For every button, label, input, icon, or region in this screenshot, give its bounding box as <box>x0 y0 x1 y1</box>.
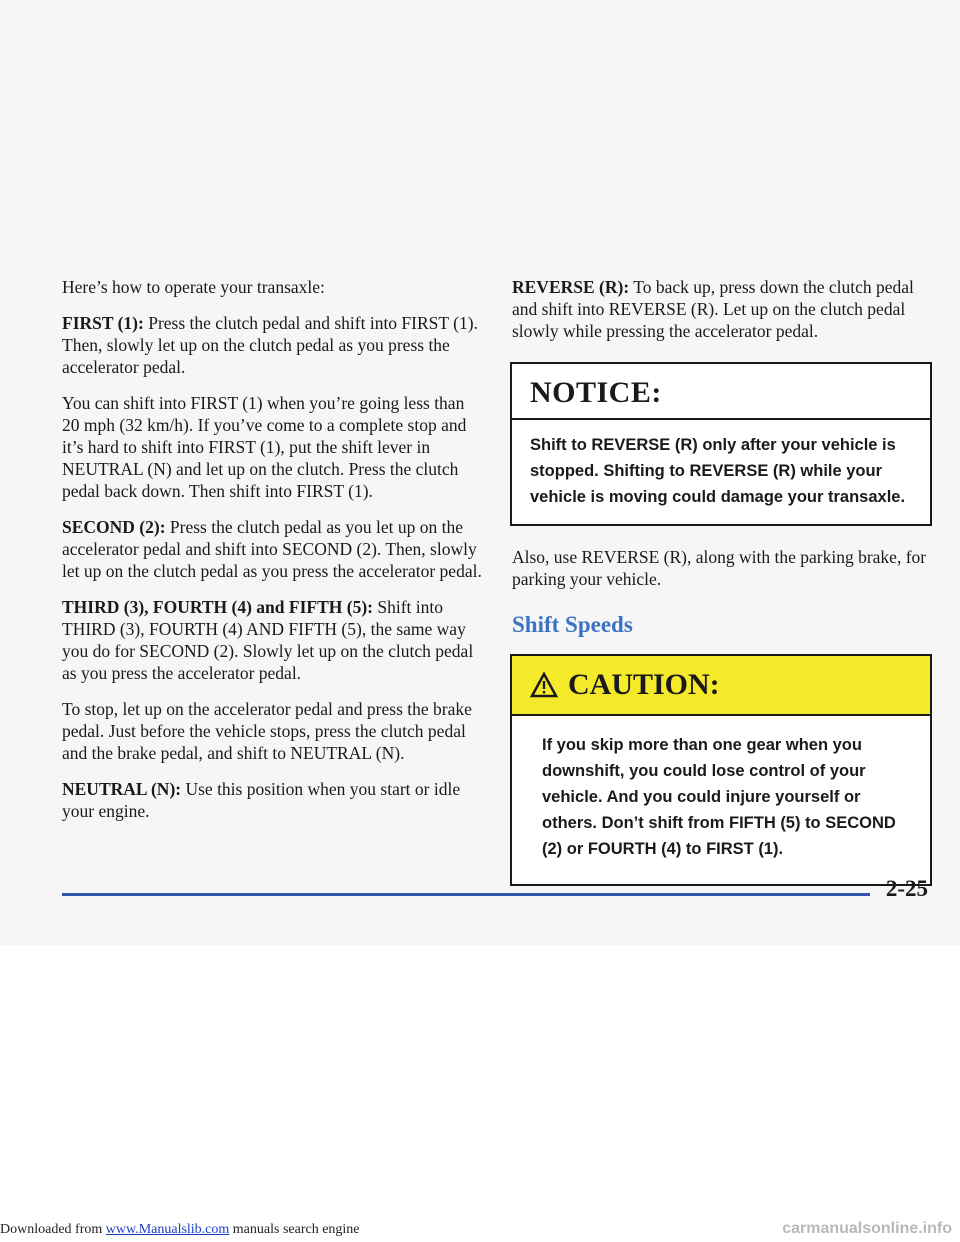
neutral-text: Use this position when you start or idle your engine. <box>62 779 461 821</box>
left-column <box>62 276 482 836</box>
footer-rule <box>62 893 870 896</box>
second-label: SECOND (2): <box>62 517 166 537</box>
first-label: FIRST (1): <box>62 313 144 333</box>
warning-triangle-icon <box>530 672 558 698</box>
section-title: Shift Speeds <box>512 612 633 637</box>
notice-title: NOTICE: <box>512 364 930 420</box>
first-text: Press the clutch pedal and shift into FIRST (1). Then, slowly let up on the clutch pedal as you press the accelerator pedal. <box>62 313 478 377</box>
notice-body: Shift to REVERSE (R) only after your vehicle is stopped. Shifting to REVERSE (R) while your vehicle is moving could damage your transaxle. <box>530 436 906 506</box>
caution-header <box>512 656 930 716</box>
watermark: carmanualsonline.info <box>782 1220 952 1237</box>
reverse-text: To back up, press down the clutch pedal and shift into REVERSE (R). Let up on the clutch pedal slowly while pressing the accelerator pedal. <box>512 277 914 341</box>
manualslib-link[interactable]: www.Manualslib.com <box>105 1222 230 1237</box>
first-paragraph <box>62 312 482 378</box>
caution-title: CAUTION: <box>568 668 720 701</box>
third-text: Shift into THIRD (3), FOURTH (4) AND FIFTH (5), the same way you do for SECOND (2). Slowly let up on the clutch pedal as you press the accelerator pedal. <box>62 597 474 683</box>
neutral-label: NEUTRAL (N): <box>62 779 182 799</box>
first-extra-paragraph: You can shift into FIRST (1) when you’re going less than 20 mph (32 km/h). If you’ve come to a complete stop and it’s hard to shift into FIRST (1), put the shift lever in NEUTRAL (N) and let up on the clutch. Press the clutch pedal back down. Then shift into FIRST (1). <box>62 393 467 501</box>
second-paragraph <box>62 516 482 582</box>
third-paragraph <box>62 596 482 684</box>
caution-box <box>510 654 932 886</box>
also-paragraph: Also, use REVERSE (R), along with the parking brake, for parking your vehicle. <box>512 547 927 589</box>
reverse-paragraph <box>512 276 932 342</box>
reverse-label: REVERSE (R): <box>512 277 630 297</box>
second-text: Press the clutch pedal as you let up on the accelerator pedal and shift into SECOND (2). Then, slowly let up on the clutch pedal as you press the accelerator pedal. <box>62 517 482 581</box>
right-column <box>512 276 932 886</box>
stop-paragraph: To stop, let up on the accelerator pedal and press the brake pedal. Just before the vehicle stops, press the clutch pedal and the brake pedal, and shift to NEUTRAL (N). <box>62 699 472 763</box>
footer-suffix: manuals search engine <box>229 1222 360 1237</box>
page-number: 2-25 <box>885 876 928 901</box>
notice-box <box>510 362 932 526</box>
third-label: THIRD (3), FOURTH (4) and FIFTH (5): <box>62 597 373 617</box>
intro-paragraph: Here’s how to operate your transaxle: <box>62 277 325 297</box>
neutral-paragraph <box>62 778 482 822</box>
footer-prefix: Downloaded from <box>0 1222 106 1237</box>
caution-body: If you skip more than one gear when you downshift, you could lose control of your vehicle. And you could injure yourself or others. Don’t shift from FIFTH (5) to SECOND (2) or FOURTH (4) to FIRST (1). <box>542 736 896 858</box>
